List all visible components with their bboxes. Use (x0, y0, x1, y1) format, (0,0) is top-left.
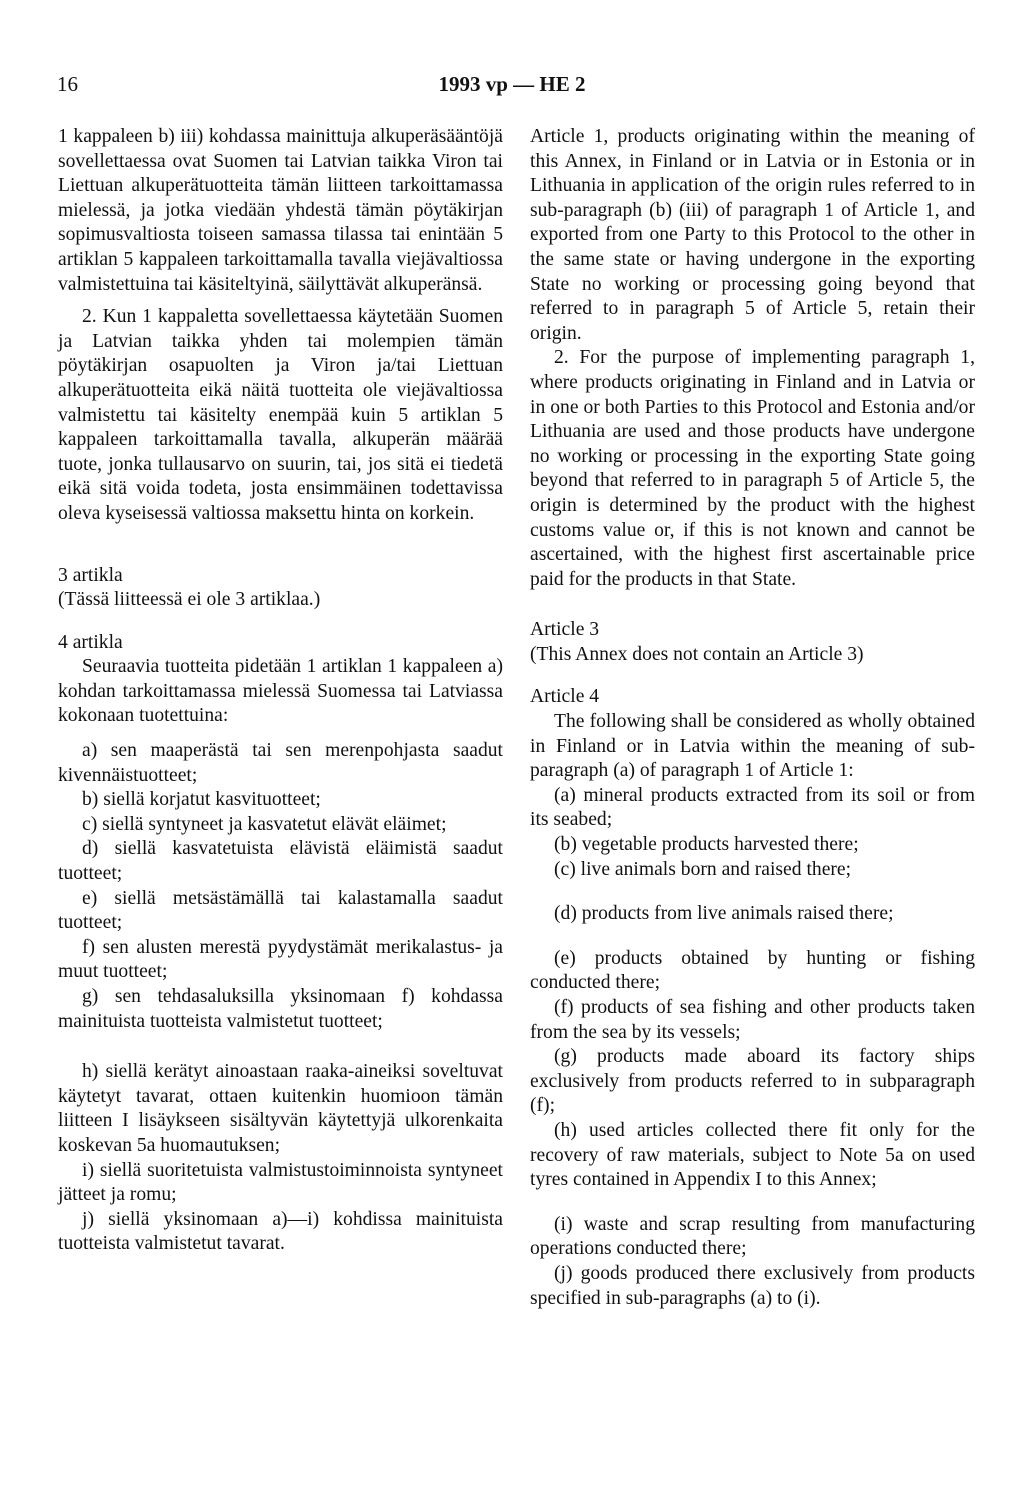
page-header-title: 1993 vp — HE 2 (438, 72, 586, 96)
fi-item-a: a) sen maaperästä tai sen merenpohjasta saadut kivennäistuotteet; (58, 740, 503, 786)
fi-item-c: c) siellä syntyneet ja kasvatetut elävät eläimet; (82, 813, 447, 835)
fi-item-d: d) siellä kasvatetuista elävistä eläimistä saadut tuotteet; (58, 838, 503, 885)
en-paragraph-1-continued: Article 1, products originating within the meaning of this Annex, in Finland or in Latvia or in Estonia or in Lithuania in application of the origin rules referred to in sub-paragraph (b) (iii) of paragraph 1 of Article 1, and exported from one Party to this Protocol to the other in the same state or having undergone in the exporting State no working or processing going beyond that referred to in paragraph 5 of Article 5, retain their origin. (530, 126, 975, 344)
en-item-h: (h) used articles collected there fit only for the recovery of raw materials, subject to Note 5a on used tyres contained in Appendix I to this Annex; (530, 1119, 975, 1191)
en-item-j: (j) goods produced there exclusively from products specified in sub-paragraphs (a) to (i). (530, 1262, 975, 1309)
fi-article-3-text: (Tässä liitteessä ei ole 3 artiklaa.) (58, 589, 321, 611)
en-article-4-intro: The following shall be considered as wholly obtained in Finland or in Latvia within the meaning of sub-paragraph (a) of paragraph 1 of Article 1: (530, 711, 975, 782)
fi-article-4-heading: 4 artikla (58, 631, 123, 653)
fi-paragraph-1-continued: 1 kappaleen b) iii) kohdassa mainittuja alkuperäsääntöjä sovellettaessa ovat Suomen tai Latvian taikka Viron tai Liettuan alkuperätuotteita tämän liitteen tarkoittamassa mielessä, ja jotka viedään yhdestä tämän pöytäkirjan sopimusvaltiosta toiseen samassa tilassa tai enintään 5 artiklan 5 kappaleen tarkoittamalla tavalla viejävaltiossa valmistettuina tai käsiteltyinä, säilyttävät alkuperänsä. (58, 126, 503, 295)
fi-article-3-heading: 3 artikla (58, 564, 123, 586)
fi-article-4-intro: Seuraavia tuotteita pidetään 1 artiklan 1 kappaleen a) kohdan tarkoittamassa mielessä Suomessa tai Latviassa kokonaan tuotettuina: (58, 656, 503, 727)
en-article-3-heading: Article 3 (530, 619, 600, 641)
page-number: 16 (57, 72, 78, 96)
fi-item-j: j) siellä yksinomaan a)—i) kohdissa mainituista tuotteista valmistetut tavarat. (58, 1208, 503, 1255)
fi-item-e: e) siellä metsästämällä tai kalastamalla saadut tuotteet; (58, 887, 503, 934)
fi-item-h: h) siellä kerätyt ainoastaan raaka-aineiksi soveltuvat käytetyt tavarat, ottaen kuitenkin huomioon tämän liitteen I lisäykseen sisältyvän käytettyjä ulkorenkaita koskevan 5a huomautuksen; (58, 1061, 503, 1156)
en-item-i: (i) waste and scrap resulting from manufacturing operations conducted there; (530, 1213, 975, 1260)
english-column (530, 124, 975, 1311)
fi-item-b: b) siellä korjatut kasvituotteet; (82, 789, 321, 811)
en-paragraph-2: 2. For the purpose of implementing paragraph 1, where products originating in Finland and in Latvia or in one or both Parties to this Protocol and Estonia and/or Lithuania are used and those products have undergone no working or processing in the exporting State going beyond that referred to in paragraph 5 of Article 5, the origin is determined by the product with the highest customs value or, if this is not known and cannot be ascertained, with the highest first ascertainable price paid for the products in that State. (530, 347, 975, 590)
en-item-g: (g) products made aboard its factory ships exclusively from products referred to in subparagraph (f); (530, 1046, 975, 1117)
en-article-3-text: (This Annex does not contain an Article 3) (530, 643, 864, 665)
fi-item-i: i) siellä suoritetuista valmistustoiminnoista syntyneet jätteet ja romu; (58, 1159, 503, 1206)
fi-item-g: g) sen tehdasaluksilla yksinomaan f) kohdassa mainituista tuotteista valmistetut tuotteet; (58, 986, 503, 1032)
en-item-d: (d) products from live animals raised there; (554, 903, 894, 925)
fi-paragraph-2: 2. Kun 1 kappaletta sovellettaessa käytetään Suomen ja Latvian taikka yhden tai molempien tämän pöytäkirjan osapuolten ja Viron ja/tai Liettuan alkuperätuotteita eikä näitä tuotteita ole viejävaltiossa valmistettu tai käsitelty enempää kuin 5 artiklan 5 kappaleen tarkoittamalla tavalla, alkuperän määrää tuote, jonka tullausarvo on suurin, tai, jos sitä ei tiedetä eikä sitä voida todeta, josta ensimmäinen todettavissa oleva kyseisessä valtiossa maksettu hinta on korkein. (58, 306, 503, 524)
en-item-e: (e) products obtained by hunting or fishing conducted there; (530, 947, 975, 994)
en-article-4-heading: Article 4 (530, 686, 600, 708)
en-item-a: (a) mineral products extracted from its soil or from its seabed; (530, 784, 975, 831)
en-item-c: (c) live animals born and raised there; (554, 858, 852, 880)
en-item-b: (b) vegetable products harvested there; (554, 834, 859, 856)
en-item-f: (f) products of sea fishing and other products taken from the sea by its vessels; (530, 997, 975, 1043)
finnish-column (58, 124, 503, 1257)
fi-item-f: f) sen alusten merestä pyydystämät merikalastus- ja muut tuotteet; (58, 936, 503, 983)
